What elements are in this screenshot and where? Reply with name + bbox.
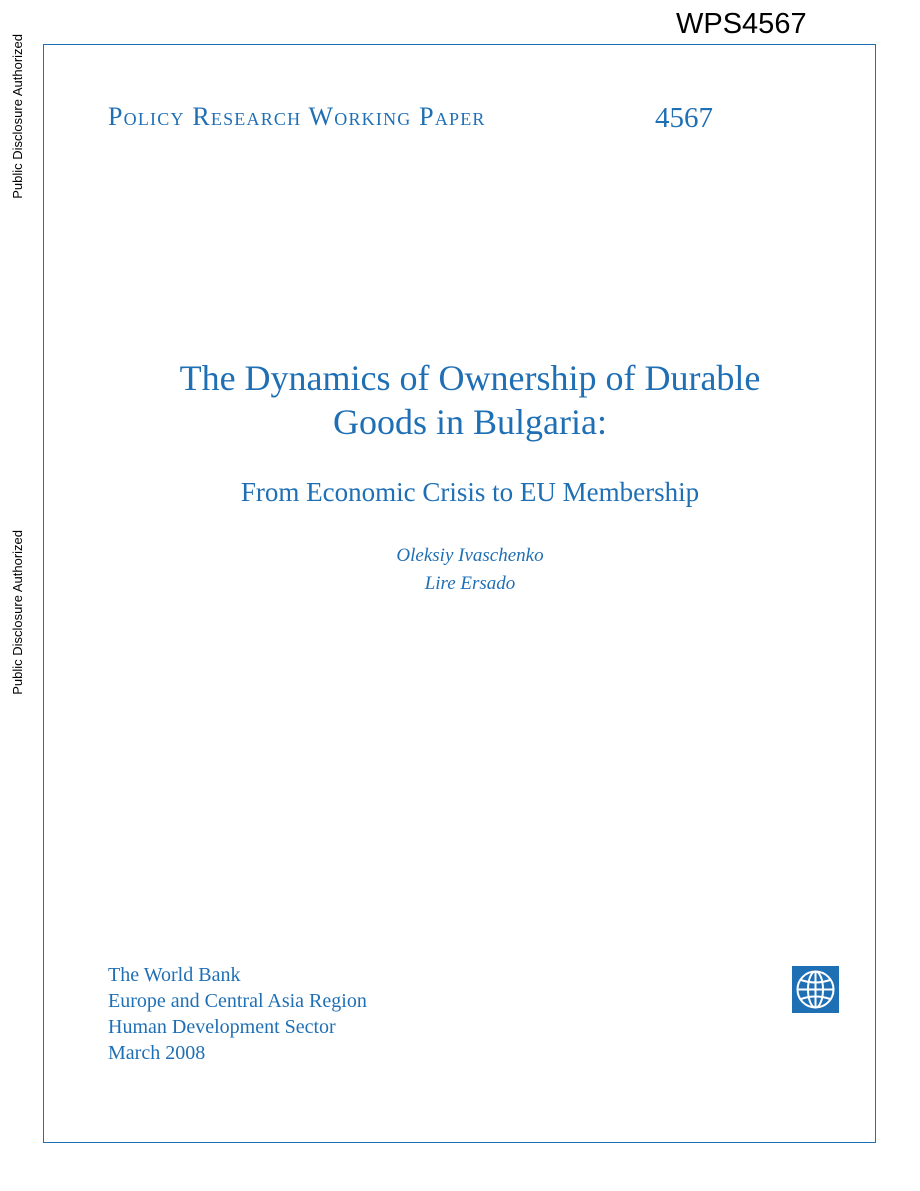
publisher-org: The World Bank	[108, 964, 241, 986]
world-bank-globe-icon	[792, 966, 839, 1013]
document-id: WPS4567	[676, 8, 807, 40]
publisher-block	[108, 962, 367, 1066]
author-list	[60, 542, 880, 598]
publisher-sector: Human Development Sector	[108, 1016, 336, 1038]
paper-title-line-2: Goods in Bulgaria:	[333, 402, 607, 442]
author-name: Lire Ersado	[424, 573, 516, 594]
disclosure-stamp-top: Public Disclosure Authorized	[10, 34, 25, 199]
publisher-region: Europe and Central Asia Region	[108, 990, 367, 1012]
paper-title	[60, 356, 880, 444]
author-name: Oleksiy Ivaschenko	[396, 545, 544, 566]
paper-title-line-1: The Dynamics of Ownership of Durable	[179, 358, 761, 398]
publication-date: March 2008	[108, 1042, 206, 1064]
series-label: Policy Research Working Paper	[108, 102, 486, 131]
disclosure-stamp-middle: Public Disclosure Authorized	[10, 530, 25, 695]
paper-subtitle: From Economic Crisis to EU Membership	[240, 477, 700, 507]
paper-number: 4567	[655, 102, 713, 134]
